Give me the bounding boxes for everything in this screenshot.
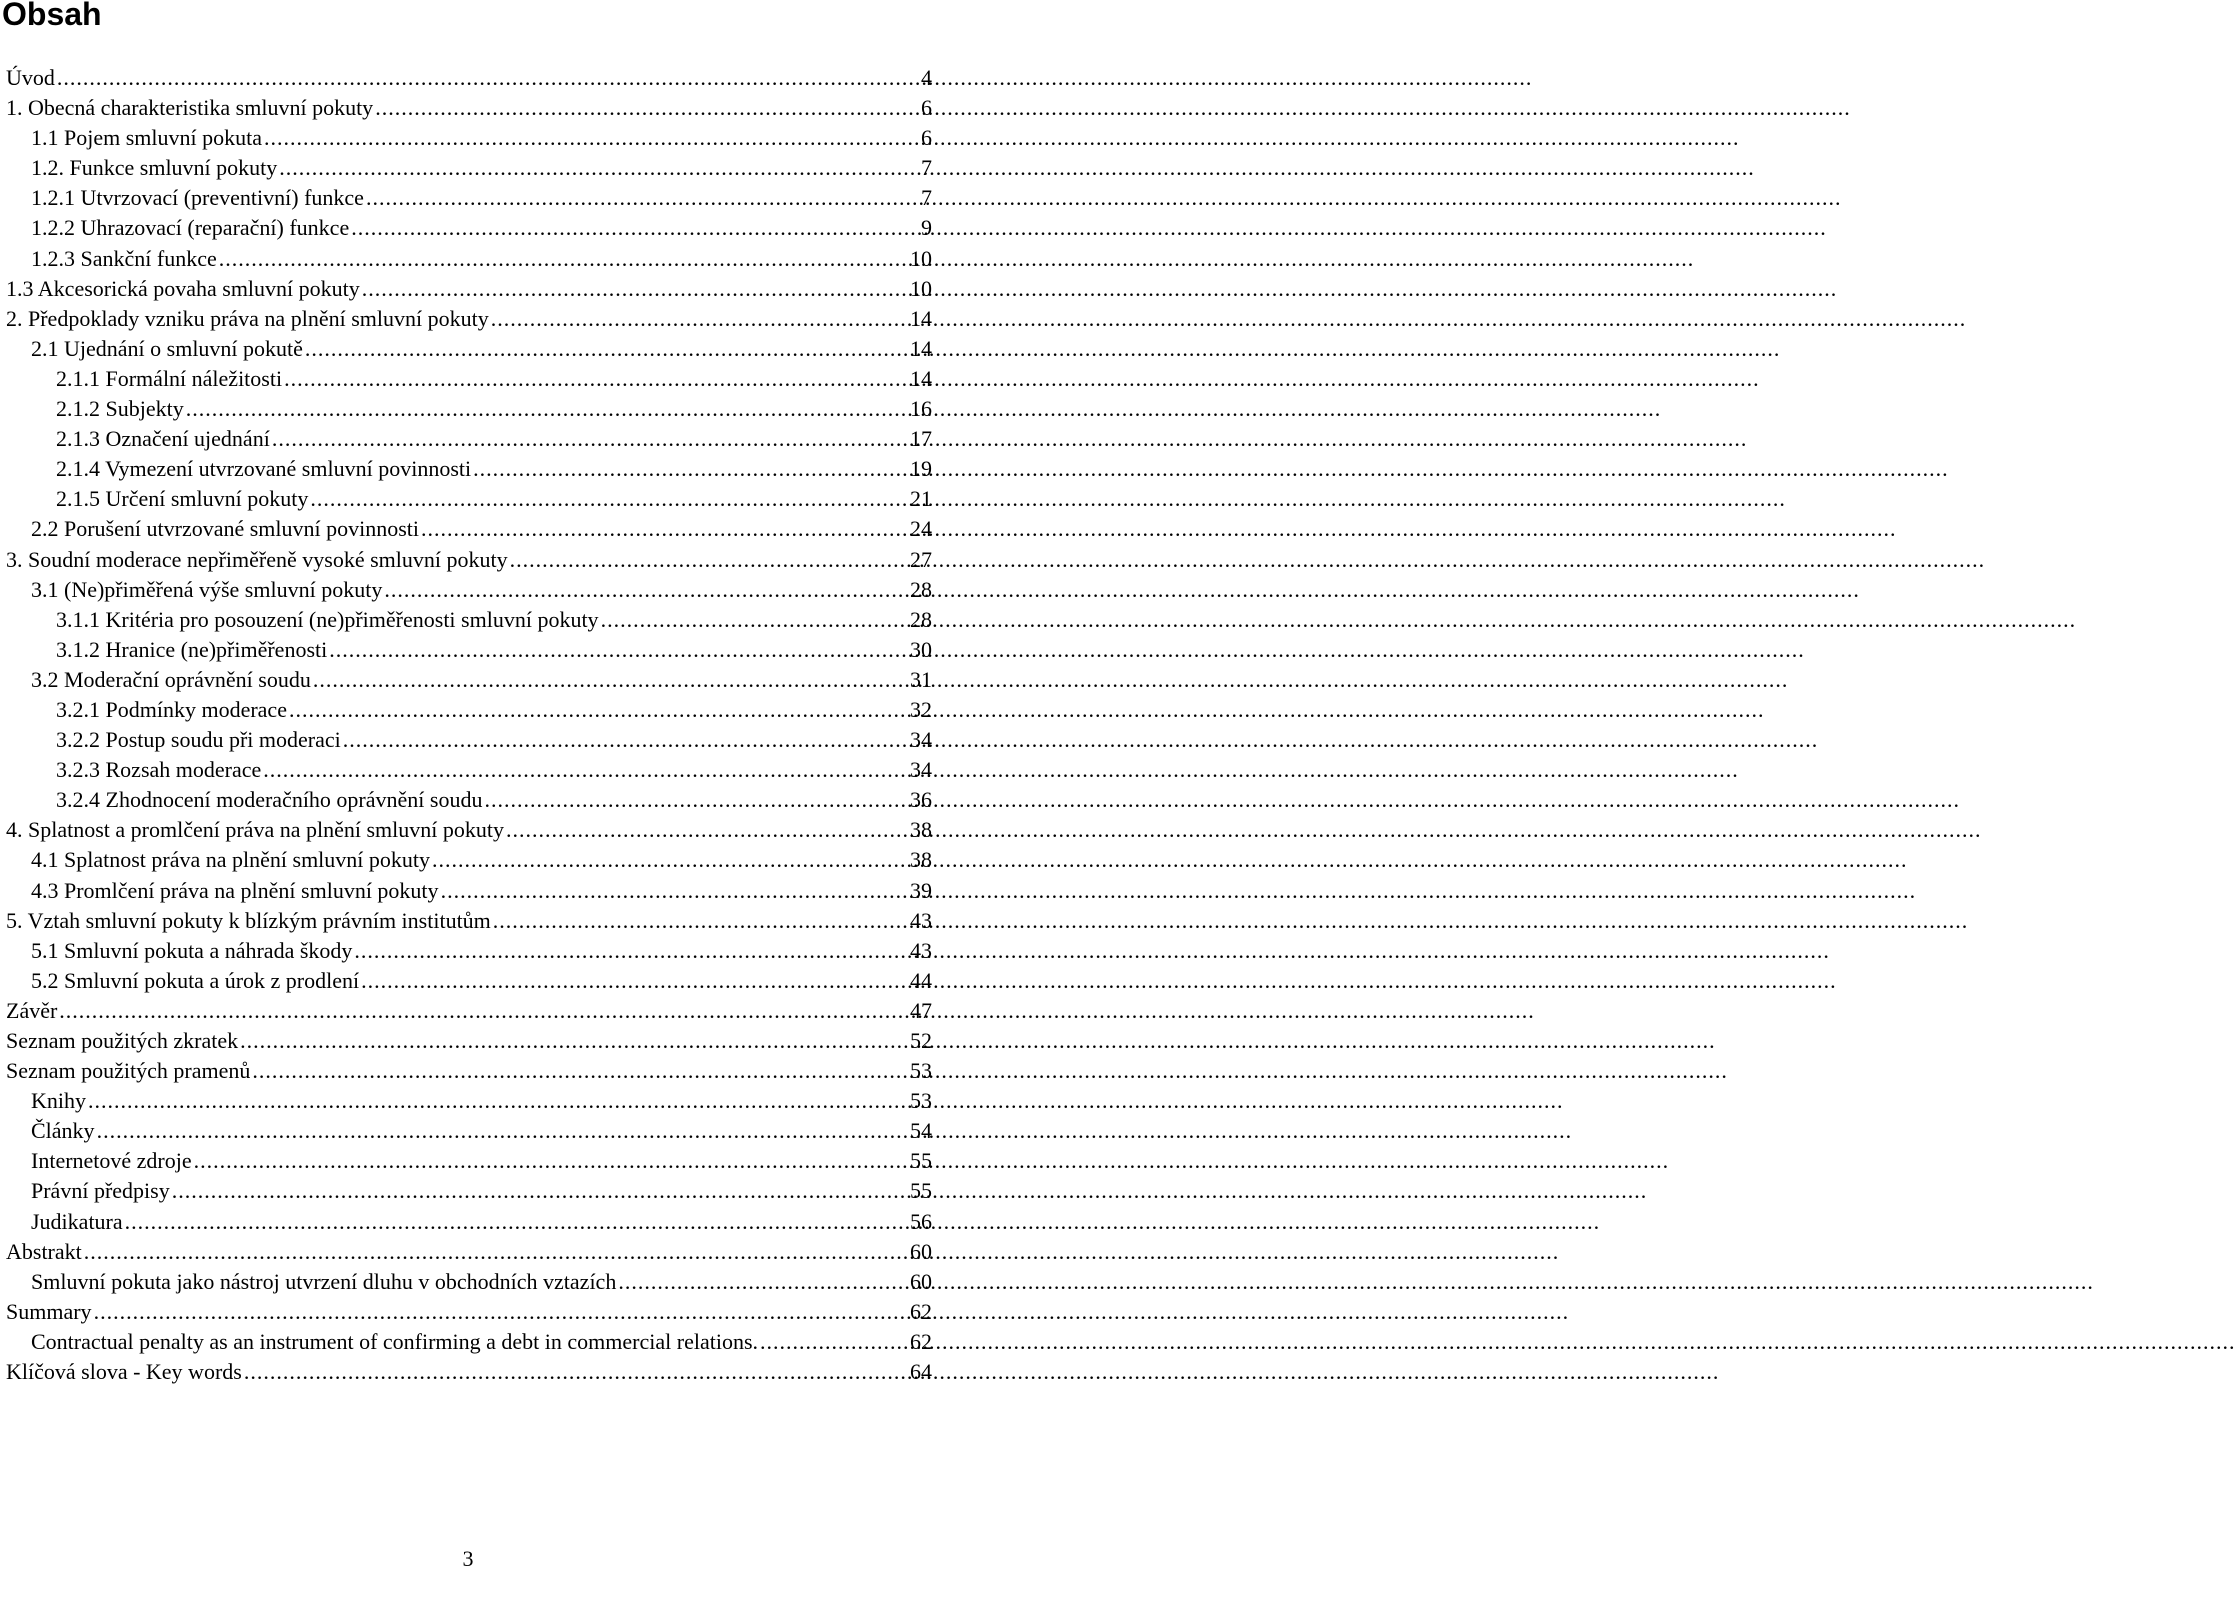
toc-leader-dots [219, 244, 907, 274]
toc-entry[interactable] [6, 845, 932, 875]
toc-leader-dots [97, 1116, 907, 1146]
toc-leader-dots [491, 304, 907, 334]
toc-entry[interactable] [6, 876, 932, 906]
toc-entry-title: 1.2.1 Utvrzovací (preventivní) funkce [31, 185, 364, 211]
toc-entry-title: 2.1.1 Formální náležitosti [56, 365, 283, 391]
toc-leader-dots [510, 545, 907, 575]
toc-entry-page: 38 [910, 847, 932, 873]
toc-entry[interactable] [6, 906, 932, 936]
toc-entry[interactable] [6, 394, 932, 424]
toc-entry-title: 3.2.4 Zhodnocení moderačního oprávnění soudu [56, 787, 483, 813]
toc-entry[interactable] [6, 63, 932, 93]
toc-entry[interactable] [6, 1237, 932, 1267]
toc-entry-page: 62 [910, 1328, 932, 1354]
toc-entry[interactable] [6, 1116, 932, 1146]
toc-leader-dots [384, 575, 907, 605]
toc-entry-page: 14 [910, 335, 932, 361]
toc-entry-page: 60 [910, 1268, 932, 1294]
toc-entry-page: 43 [910, 907, 932, 933]
toc-entry-title: 1.3 Akcesorická povaha smluvní pokuty [6, 275, 360, 301]
toc-entry-title: Seznam použitých zkratek [6, 1028, 239, 1053]
toc-entry[interactable] [6, 1056, 932, 1086]
toc-entry-title: 4.3 Promlčení práva na plnění smluvní pokuty [31, 877, 439, 903]
toc-leader-dots [760, 1327, 907, 1357]
toc-entry-page: 7 [921, 155, 932, 181]
toc-entry-title: 1.1 Pojem smluvní pokuta [31, 125, 262, 151]
toc-entry-page: 27 [910, 546, 932, 572]
toc-entry-title: 1.2.3 Sankční funkce [31, 245, 217, 271]
toc-entry[interactable] [6, 213, 932, 243]
toc-entry-page: 21 [910, 486, 932, 512]
toc-entry[interactable] [6, 93, 932, 123]
toc-entry-title: 3.2 Moderační oprávnění soudu [31, 666, 311, 692]
toc-entry-page: 62 [910, 1298, 932, 1324]
toc-entry-page: 24 [910, 516, 932, 542]
toc-leader-dots [310, 484, 907, 514]
table-of-contents [6, 63, 932, 1387]
toc-leader-dots [186, 394, 907, 424]
toc-leader-dots [362, 274, 907, 304]
toc-entry[interactable] [6, 334, 932, 364]
toc-leader-dots [601, 605, 907, 635]
toc-entry-title: 1. Obecná charakteristika smluvní pokuty [6, 95, 374, 121]
toc-entry-title: 1.2. Funkce smluvní pokuty [31, 155, 278, 181]
toc-entry-page: 10 [910, 245, 932, 271]
toc-entry[interactable] [6, 1026, 932, 1056]
toc-leader-dots [421, 514, 907, 544]
toc-entry-title: Contractual penalty as an instrument of confirming a debt in commercial relations. [31, 1328, 758, 1354]
toc-entry[interactable] [6, 665, 932, 695]
toc-leader-dots [313, 665, 907, 695]
toc-leader-dots [506, 815, 907, 845]
toc-entry-title: Judikatura [31, 1208, 123, 1234]
toc-entry[interactable] [6, 635, 932, 665]
toc-entry-page: 7 [921, 185, 932, 211]
toc-entry-page: 6 [921, 125, 932, 151]
toc-entry[interactable] [6, 454, 932, 484]
toc-entry-title: 4. Splatnost a promlčení práva na plnění smluvní pokuty [6, 817, 504, 843]
toc-leader-dots [84, 1237, 907, 1267]
toc-leader-dots [343, 725, 907, 755]
toc-entry[interactable] [6, 936, 932, 966]
toc-entry[interactable] [6, 1086, 932, 1116]
toc-leader-dots [305, 334, 907, 364]
toc-entry[interactable] [6, 1176, 932, 1206]
toc-entry-title: 3.1 (Ne)přiměřená výše smluvní pokuty [31, 576, 383, 602]
toc-entry[interactable] [6, 725, 932, 755]
toc-entry-title: Seznam použitých pramenů [6, 1058, 251, 1084]
toc-entry-page: 16 [910, 396, 932, 422]
toc-entry[interactable] [6, 545, 932, 575]
toc-entry[interactable] [6, 274, 932, 304]
toc-entry[interactable] [6, 575, 932, 605]
toc-leader-dots [361, 966, 907, 996]
toc-leader-dots [432, 845, 907, 875]
toc-entry[interactable] [6, 514, 932, 544]
toc-entry-title: 5.2 Smluvní pokuta a úrok z prodlení [31, 967, 360, 993]
toc-leader-dots [172, 1176, 907, 1206]
toc-entry[interactable] [6, 605, 932, 635]
toc-entry-page: 34 [910, 757, 932, 783]
toc-entry[interactable] [6, 1267, 932, 1297]
toc-leader-dots [194, 1146, 907, 1176]
toc-entry-title: Články [31, 1118, 95, 1144]
toc-entry-page: 55 [910, 1178, 932, 1204]
toc-entry-page: 53 [910, 1088, 932, 1114]
toc-leader-dots [244, 1357, 907, 1387]
toc-entry-title: 2.1.3 Označení ujednání [56, 426, 270, 452]
toc-entry-title: 3.1.1 Kritéria pro posouzení (ne)přiměřenosti smluvní pokuty [56, 606, 599, 632]
toc-leader-dots [88, 1086, 907, 1116]
toc-entry-title: 2. Předpoklady vzniku práva na plnění smluvní pokuty [6, 305, 489, 331]
toc-leader-dots [484, 785, 907, 815]
toc-leader-dots [351, 213, 918, 243]
toc-entry-page: 19 [910, 456, 932, 482]
toc-entry-page: 64 [910, 1359, 932, 1385]
toc-leader-dots [57, 63, 918, 93]
toc-entry-page: 6 [921, 95, 932, 121]
toc-entry[interactable] [6, 364, 932, 394]
toc-entry-title: 3.2.3 Rozsah moderace [56, 757, 262, 783]
toc-entry-title: 3.2.2 Postup soudu při moderaci [56, 727, 341, 753]
toc-entry-title: 3.2.1 Podmínky moderace [56, 696, 287, 722]
toc-leader-dots [94, 1297, 907, 1327]
toc-entry-title: 2.1.2 Subjekty [56, 396, 184, 422]
toc-entry[interactable] [6, 424, 932, 454]
toc-entry[interactable] [6, 1207, 932, 1237]
toc-entry-page: 43 [910, 937, 932, 963]
toc-entry-title: 5. Vztah smluvní pokuty k blízkým právním institutům [6, 907, 491, 933]
toc-leader-dots [252, 1056, 907, 1086]
toc-leader-dots [354, 936, 907, 966]
toc-entry-page: 9 [921, 215, 932, 241]
toc-leader-dots [272, 424, 907, 454]
toc-entry[interactable] [6, 123, 932, 153]
toc-entry-page: 14 [910, 305, 932, 331]
toc-entry-page: 54 [910, 1118, 932, 1144]
toc-leader-dots [263, 755, 907, 785]
toc-entry-title: Klíčová slova - Key words [6, 1359, 242, 1385]
toc-leader-dots [329, 635, 907, 665]
toc-entry[interactable] [6, 484, 932, 514]
toc-entry[interactable] [6, 183, 932, 213]
toc-entry-page: 44 [910, 967, 932, 993]
toc-entry-title: 5.1 Smluvní pokuta a náhrada škody [31, 937, 353, 963]
toc-entry-page: 31 [910, 666, 932, 692]
toc-entry-title: Knihy [31, 1088, 86, 1114]
toc-entry-title: 4.1 Splatnost práva na plnění smluvní pokuty [31, 847, 431, 873]
toc-entry-title: Úvod [6, 65, 55, 90]
toc-leader-dots [289, 695, 907, 725]
toc-leader-dots [375, 93, 918, 123]
toc-entry-title: Abstrakt [6, 1238, 82, 1264]
toc-entry-page: 60 [910, 1238, 932, 1264]
toc-entry-title: 1.2.2 Uhrazovací (reparační) funkce [31, 215, 350, 241]
toc-entry-title: 2.1.5 Určení smluvní pokuty [56, 486, 309, 512]
toc-entry-page: 28 [910, 606, 932, 632]
toc-entry-page: 53 [910, 1058, 932, 1084]
toc-entry-page: 56 [910, 1208, 932, 1234]
toc-leader-dots [473, 454, 907, 484]
toc-leader-dots [240, 1026, 907, 1056]
toc-entry-page: 52 [910, 1028, 932, 1053]
toc-entry-page: 55 [910, 1148, 932, 1174]
page-number: 3 [462, 1546, 474, 1571]
toc-entry[interactable] [6, 1146, 932, 1176]
toc-entry-title: 2.2 Porušení utvrzované smluvní povinnosti [31, 516, 420, 542]
toc-entry-page: 14 [910, 365, 932, 391]
toc-leader-dots [264, 123, 918, 153]
toc-entry-page: 38 [910, 817, 932, 843]
toc-entry-title: Závěr [6, 997, 58, 1023]
toc-entry-title: 2.1 Ujednání o smluvní pokutě [31, 335, 303, 361]
toc-entry-title: 3. Soudní moderace nepřiměřeně vysoké smluvní pokuty [6, 546, 508, 572]
toc-entry[interactable] [6, 1297, 932, 1327]
toc-entry-page: 30 [910, 636, 932, 662]
toc-entry[interactable] [6, 815, 932, 845]
toc-entry-page: 47 [910, 997, 932, 1023]
toc-leader-dots [279, 153, 918, 183]
toc-entry-page: 36 [910, 787, 932, 813]
toc-leader-dots [618, 1267, 907, 1297]
toc-entry-title: Smluvní pokuta jako nástroj utvrzení dluhu v obchodních vztazích [31, 1268, 617, 1294]
toc-entry-title: 2.1.4 Vymezení utvrzované smluvní povinnosti [56, 456, 472, 482]
toc-entry-page: 32 [910, 696, 932, 722]
toc-entry[interactable] [6, 153, 932, 183]
toc-leader-dots [284, 364, 907, 394]
toc-leader-dots [441, 876, 907, 906]
toc-entry-page: 17 [910, 426, 932, 452]
toc-entry[interactable] [6, 996, 932, 1026]
toc-entry[interactable] [6, 755, 932, 785]
toc-entry[interactable] [6, 785, 932, 815]
toc-entry[interactable] [6, 966, 932, 996]
toc-entry-page: 10 [910, 275, 932, 301]
toc-entry-page: 39 [910, 877, 932, 903]
toc-entry-page: 34 [910, 727, 932, 753]
toc-entry-title: Právní předpisy [31, 1178, 170, 1204]
toc-heading: Obsah [2, 0, 102, 32]
toc-leader-dots [59, 996, 907, 1026]
toc-leader-dots [493, 906, 907, 936]
toc-entry-page: 4 [921, 65, 932, 90]
toc-entry-title: Summary [6, 1298, 92, 1324]
toc-entry[interactable] [6, 304, 932, 334]
toc-entry-page: 28 [910, 576, 932, 602]
toc-entry-title: 3.1.2 Hranice (ne)přiměřenosti [56, 636, 328, 662]
toc-entry[interactable] [6, 244, 932, 274]
toc-leader-dots [366, 183, 918, 213]
toc-entry[interactable] [6, 1357, 932, 1387]
toc-entry[interactable] [6, 695, 932, 725]
toc-entry-title: Internetové zdroje [31, 1148, 192, 1174]
toc-entry[interactable] [6, 1327, 932, 1357]
toc-leader-dots [125, 1207, 907, 1237]
